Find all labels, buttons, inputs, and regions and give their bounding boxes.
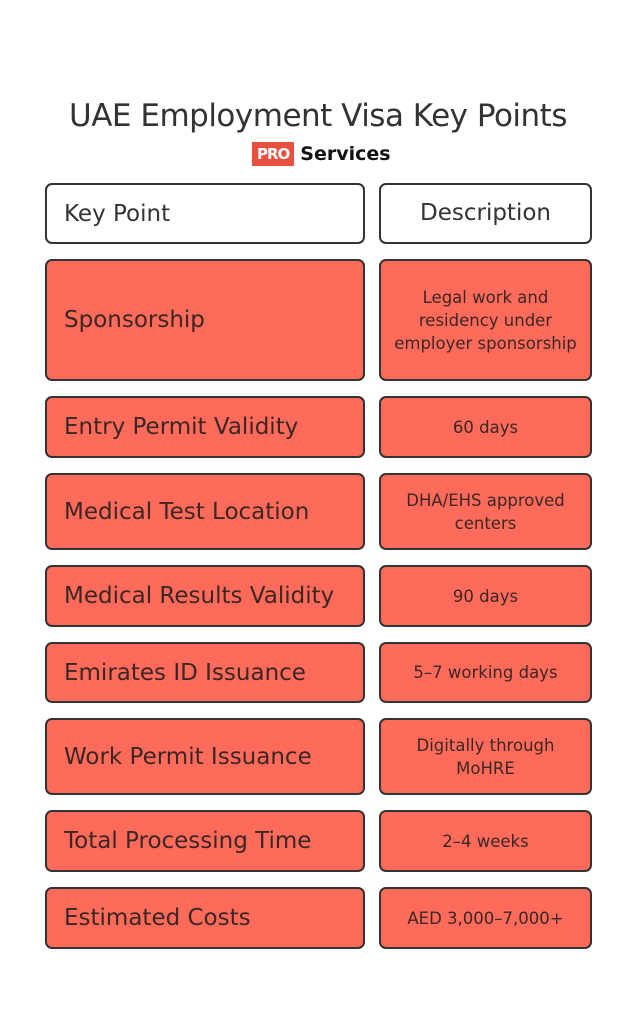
table-row	[45, 473, 592, 550]
description-cell: 2–4 weeks	[379, 810, 592, 872]
table-row	[45, 396, 592, 458]
key-cell: Entry Permit Validity	[45, 396, 365, 458]
key-points-table	[45, 183, 592, 949]
key-cell: Total Processing Time	[45, 810, 365, 872]
key-cell: Estimated Costs	[45, 887, 365, 949]
table-row	[45, 259, 592, 381]
table-row	[45, 810, 592, 872]
header-key-point: Key Point	[45, 183, 365, 244]
table-row	[45, 718, 592, 795]
description-cell: 60 days	[379, 396, 592, 458]
pro-logo-icon: PRO	[252, 142, 294, 166]
key-cell: Medical Test Location	[45, 473, 365, 550]
brand-name: Services	[300, 143, 391, 165]
key-cell: Emirates ID Issuance	[45, 642, 365, 703]
page-title: UAE Employment Visa Key Points	[69, 98, 567, 134]
description-cell: DHA/EHS approved centers	[379, 473, 592, 550]
header-description: Description	[379, 183, 592, 244]
table-header	[45, 183, 592, 244]
table-row	[45, 642, 592, 703]
description-cell: Digitally through MoHRE	[379, 718, 592, 795]
table-row	[45, 565, 592, 627]
description-cell: AED 3,000–7,000+	[379, 887, 592, 949]
table-row	[45, 887, 592, 949]
key-cell: Work Permit Issuance	[45, 718, 365, 795]
brand-logo	[252, 142, 391, 166]
key-cell: Medical Results Validity	[45, 565, 365, 627]
description-cell: 90 days	[379, 565, 592, 627]
description-cell: Legal work and residency under employer sponsorship	[379, 259, 592, 381]
key-cell: Sponsorship	[45, 259, 365, 381]
description-cell: 5–7 working days	[379, 642, 592, 703]
